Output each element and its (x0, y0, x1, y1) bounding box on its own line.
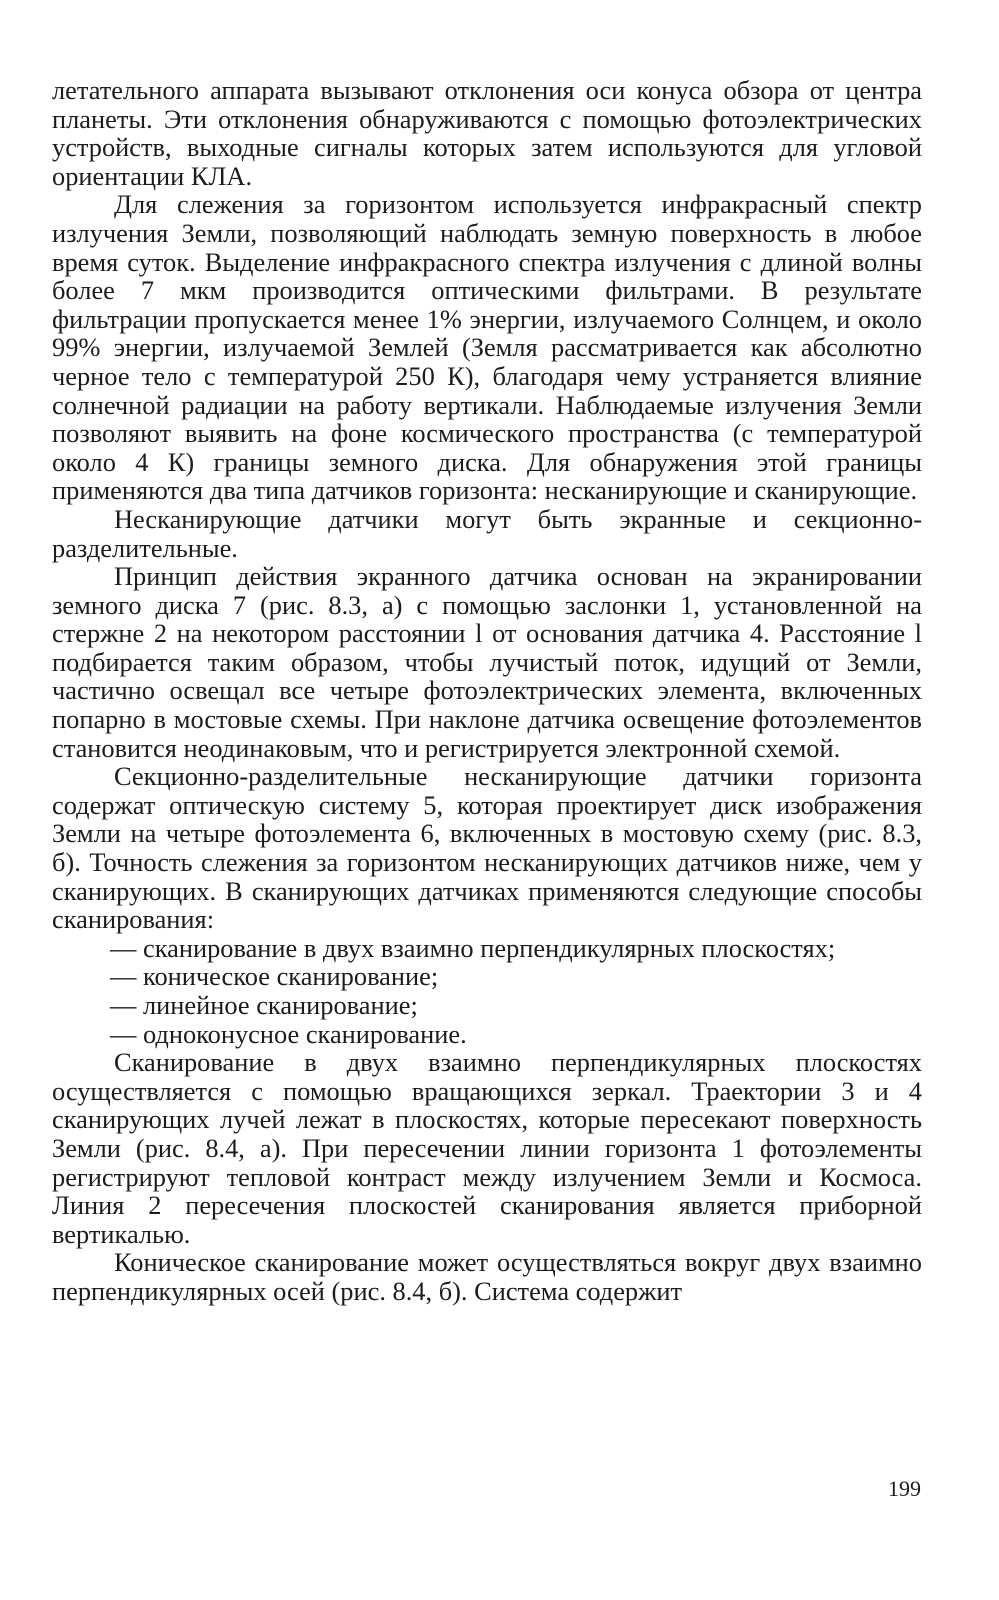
list-item-1: — сканирование в двух взаимно перпендикулярных плоскостях; (110, 932, 836, 963)
page-text (52, 76, 922, 1306)
page-number: 199 (888, 1476, 921, 1501)
list-item-3: — линейное сканирование; (110, 990, 418, 1020)
paragraph-2: Для слежения за горизонтом используется инфракрасный спектр излучения Земли, позволяющий наблюдать земную поверхность в любое время суток. Выделение инфракрасного спектра излучения с длиной волны более 7 мкм производится оптическими фильтрами. В результате фильтрации пропускается менее 1% энергии, излучаемого Солнцем, и около 99% энергии, излучаемой Землей (Земля рассматривается как абсолютно черное тело с температурой 250 К), благодаря чему устраняется влияние солнечной радиации на работу вертикали. Наблюдаемые излучения Земли позволяют выявить на фоне космического пространства (с температурой около 4 К) границы земного диска. Для обнаружения этой границы применяются два типа датчиков горизонта: несканирующие и сканирующие. (52, 189, 922, 506)
paragraph-5: Секционно-разделительные несканирующие датчики горизонта содержат оптическую систему 5, которая проектирует диск изображения Земли на четыре фотоэлемента 6, включенных в мостовую схему (рис. 8.3, б). Точность слежения за горизонтом несканирующих датчиков ниже, чем у сканирующих. В сканирующих датчиках применяются следующие способы сканирования: (52, 761, 922, 935)
paragraph-1: летательного аппарата вызывают отклонения оси конуса обзора от центра планеты. Эти отклонения обнаруживаются с помощью фотоэлектрических устройств, выходные сигналы которых затем используются для угловой ориентации КЛА. (52, 75, 922, 191)
paragraph-3: Несканирующие датчики могут быть экранные и секционно-разделительные. (52, 503, 922, 563)
paragraph-7: Коническое сканирование может осуществляться вокруг двух взаимно перпендикулярных осей (рис. 8.4, б). Система содержит (52, 1247, 922, 1306)
paragraph-6: Сканирование в двух взаимно перпендикулярных плоскостях осуществляется с помощью вращающихся зеркал. Траектории 3 и 4 сканирующих лучей лежат в плоскостях, которые пересекают поверхность Земли (рис. 8.4, а). При пересечении линии горизонта 1 фотоэлементы регистрируют тепловой контраст между излучением Земли и Космоса. Линия 2 пересечения плоскостей сканирования является приборной вертикалью. (52, 1047, 922, 1249)
list-item-2: — коническое сканирование; (110, 961, 439, 992)
paragraph-4: Принцип действия экранного датчика основан на экранировании земного диска 7 (рис. 8.3, а) с помощью заслонки 1, установленной на стержне 2 на некотором расстоянии l от основания датчика 4. Расстояние l подбирается таким образом, чтобы лучистый поток, идущий от Земли, частично освещал все четыре фотоэлектрических элемента, включенных попарно в мостовые схемы. При наклоне датчика освещение фотоэлементов становится неодинаковым, что и регистрируется электронной схемой. (52, 561, 922, 763)
list-item-4: — одноконусное сканирование. (110, 1018, 467, 1049)
